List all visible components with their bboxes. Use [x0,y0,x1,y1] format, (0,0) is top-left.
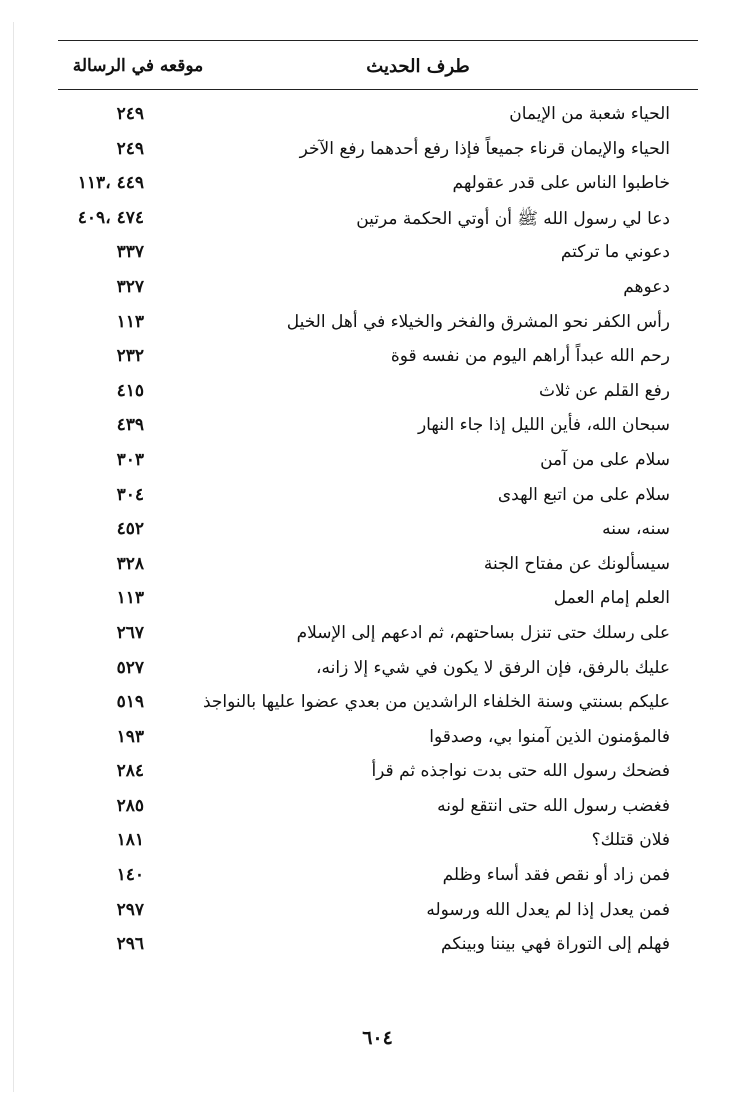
page-reference: ٥٢٧ [116,657,144,678]
hadith-text: خاطبوا الناس على قدر عقولهم [452,173,670,194]
hadith-text: الحياء شعبة من الإيمان [509,104,670,124]
table-row [58,202,698,237]
hadith-text: عليكم بسنتي وسنة الخلفاء الراشدين من بعدي عضوا عليها بالنواجذ [202,692,670,713]
page-reference: ٢٤٩ [116,104,144,124]
page-reference: ٢٦٧ [116,622,144,643]
table-row [58,409,698,444]
table-row [58,133,698,168]
page-edge-line [13,22,14,1092]
page-reference: ٤٧٤ ،٤٠٩ [77,207,144,228]
page-reference: ٣٠٣ [116,449,144,470]
table-row [58,582,698,617]
page-reference: ٤٣٩ [116,415,144,436]
page-reference: ٤١٥ [116,380,144,401]
table-row [58,479,698,514]
page-reference: ٣٢٨ [116,553,144,574]
table-row [58,686,698,721]
hadith-text: سلام على من آمن [540,449,670,470]
hadith-text: على رسلك حتى تنزل بساحتهم، ثم ادعهم إلى الإسلام [296,622,670,643]
table-row [58,513,698,548]
hadith-text: فمن يعدل إذا لم يعدل الله ورسوله [426,899,670,920]
page-reference: ٢٣٢ [116,346,144,367]
table-row [58,721,698,756]
hadith-text: سلام على من اتبع الهدى [497,484,670,505]
header-rule [58,89,698,90]
hadith-text: العلم إمام العمل [553,588,670,609]
hadith-text: عليك بالرفق، فإن الرفق لا يكون في شيء إلا زانه، [316,657,670,678]
hadith-text: سيسألونك عن مفتاح الجنة [483,553,670,574]
page-reference: ٢٨٥ [116,795,144,816]
table-row [58,652,698,687]
page-reference: ٣٠٤ [116,484,144,505]
hadith-text: فضحك رسول الله حتى بدت نواجذه ثم قرأ [371,761,670,782]
table-row [58,444,698,479]
table-row [58,271,698,306]
page-reference: ٣٣٧ [116,242,144,263]
table-row [58,894,698,929]
hadith-text: رفع القلم عن ثلاث [538,380,670,401]
hadith-text: سبحان الله، فأين الليل إذا جاء النهار [417,415,670,436]
hadith-text: رأس الكفر نحو المشرق والفخر والخيلاء في أهل الخيل [286,311,670,332]
page-reference: ٢٤٩ [116,138,144,159]
table-row [58,755,698,790]
table-row [58,617,698,652]
hadith-index-table [58,98,698,963]
table-row [58,824,698,859]
page-reference: ٢٩٦ [116,934,144,955]
table-row [58,548,698,583]
hadith-text: سنه، سنه [602,519,670,540]
table-row [58,859,698,894]
hadith-text: دعوهم [623,276,670,297]
table-header [58,46,698,86]
page-reference: ٥١٩ [116,692,144,713]
page-reference: ٤٥٢ [116,519,144,540]
column-header-hadith: طرف الحديث [366,56,470,77]
hadith-text: فهلم إلى التوراة فهي بيننا وبينكم [441,934,670,955]
hadith-text: فلان قتلك؟ [591,830,670,851]
table-row [58,306,698,341]
table-row [58,236,698,271]
hadith-text: فغضب رسول الله حتى انتقع لونه [437,795,670,816]
page-reference: ١١٣ [116,311,144,332]
table-row [58,167,698,202]
page-reference: ١٩٣ [116,726,144,747]
hadith-text: الحياء والإيمان قرناء جميعاً فإذا رفع أحدهما رفع الآخر [299,138,670,159]
page-reference: ١١٣ [116,588,144,609]
table-row [58,340,698,375]
page-reference: ١٨١ [116,830,144,851]
page-reference: ١٤٠ [116,865,144,886]
hadith-text: رحم الله عبداً أراهم اليوم من نفسه قوة [390,346,670,367]
page-reference: ٢٩٧ [116,899,144,920]
page-reference: ٤٤٩ ،١١٣ [77,173,144,194]
hadith-text: دعوني ما تركتم [560,242,670,263]
hadith-text: فمن زاد أو نقص فقد أساء وظلم [442,865,670,886]
page-reference: ٣٢٧ [116,276,144,297]
table-row [58,98,698,133]
top-rule [58,40,698,41]
page-number: ٦٠٤ [362,1027,393,1049]
column-header-location: موقعه في الرسالة [72,56,204,76]
table-row [58,928,698,963]
table-row [58,790,698,825]
table-row [58,375,698,410]
hadith-text: فالمؤمنون الذين آمنوا بي، وصدقوا [429,726,670,747]
page-reference: ٢٨٤ [116,761,144,782]
hadith-text: دعا لي رسول الله ﷺ أن أوتي الحكمة مرتين [356,208,670,229]
